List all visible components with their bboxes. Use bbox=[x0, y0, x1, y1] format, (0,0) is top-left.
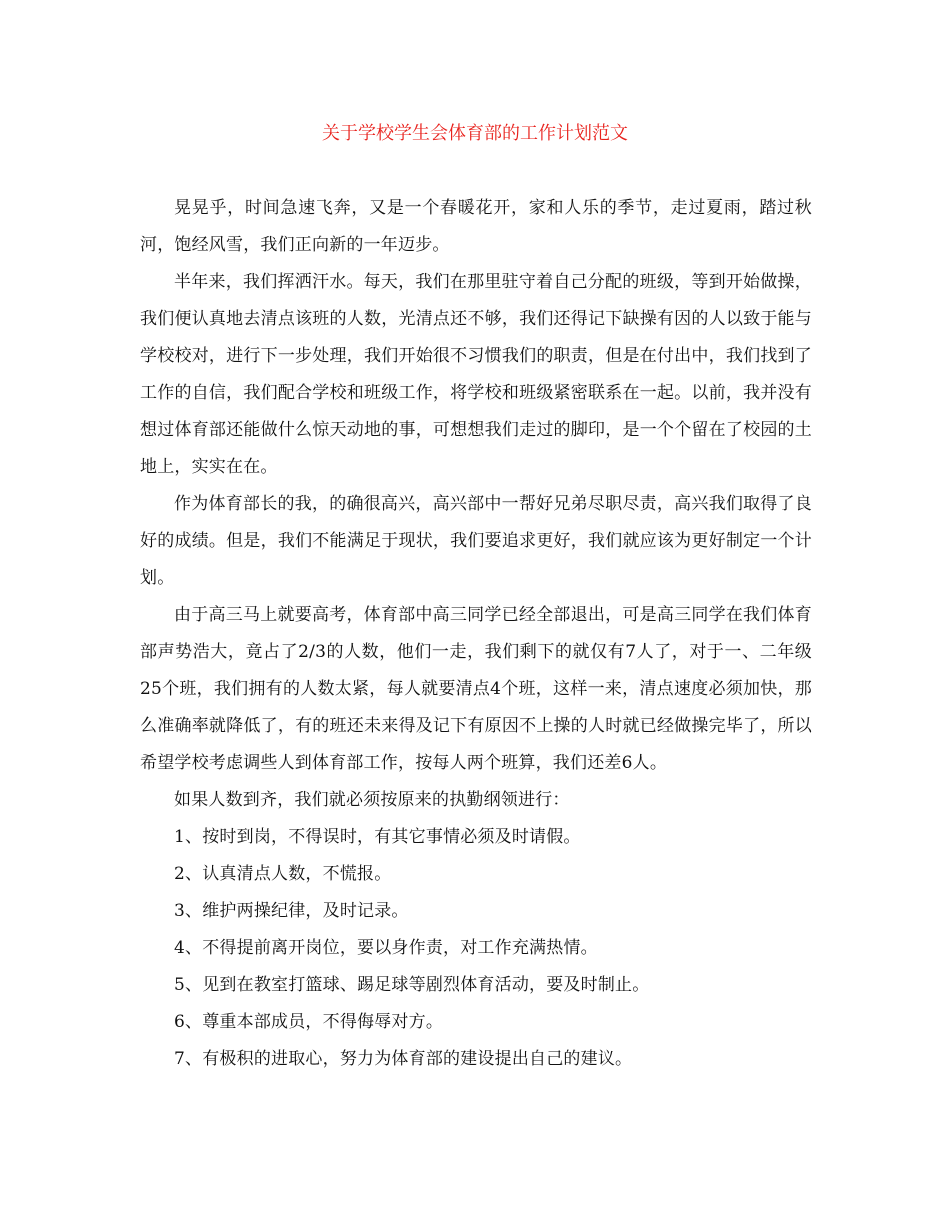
list-item-7: 7、有极积的进取心，努力为体育部的建设提出自己的建议。 bbox=[174, 1049, 633, 1069]
paragraph-guidelines-intro: 如果人数到齐，我们就必须按原来的执勤纲领进行： bbox=[174, 790, 570, 810]
document-body bbox=[140, 190, 812, 1078]
list-item-4: 4、不得提前离开岗位，要以身作责，对工作充满热情。 bbox=[174, 938, 598, 958]
list-item-3: 3、维护两操纪律，及时记录。 bbox=[174, 901, 409, 921]
list-item-1: 1、按时到岗，不得误时，有其它事情必须及时请假。 bbox=[174, 827, 581, 847]
paragraph-minister: 作为体育部长的我，的确很高兴，高兴部中一帮好兄弟尽职尽责，高兴我们取得了良好的成绩。但是，我们不能满足于现状，我们要追求更好，我们就应该为更好制定一个计划。 bbox=[140, 494, 812, 588]
paragraph-staffing: 由于高三马上就要高考，体育部中高三同学已经全部退出，可是高三同学在我们体育部声势浩大，竟占了2/3的人数，他们一走，我们剩下的就仅有7人了，对于一、二年级25个班，我们拥有的人数太紧，每人就要清点4个班，这样一来，清点速度必须加快，那么准确率就降低了，有的班还未来得及记下有原因不上操的人时就已经做操完毕了，所以希望学校考虑调些人到体育部工作，按每人两个班算，我们还差6人。 bbox=[140, 605, 812, 773]
list-item-5: 5、见到在教室打篮球、踢足球等剧烈体育活动，要及时制止。 bbox=[174, 975, 650, 995]
list-item-2: 2、认真清点人数，不慌报。 bbox=[174, 864, 392, 884]
paragraph-half-year: 半年来，我们挥洒汗水。每天，我们在那里驻守着自己分配的班级，等到开始做操，我们便认真地去清点该班的人数，光清点还不够，我们还得记下缺操有因的人以致于能与学校校对，进行下一步处理，我们开始很不习惯我们的职责，但是在付出中，我们找到了工作的自信，我们配合学校和班级工作，将学校和班级紧密联系在一起。以前，我并没有想过体育部还能做什么惊天动地的事，可想想我们走过的脚印，是一个个留在了校园的土地上，实实在在。 bbox=[140, 272, 812, 477]
paragraph-intro: 晃晃乎，时间急速飞奔，又是一个春暖花开，家和人乐的季节，走过夏雨，踏过秋河，饱经风雪，我们正向新的一年迈步。 bbox=[140, 198, 812, 255]
document-title: 关于学校学生会体育部的工作计划范文 bbox=[322, 123, 628, 144]
list-item-6: 6、尊重本部成员，不得侮辱对方。 bbox=[174, 1012, 444, 1032]
